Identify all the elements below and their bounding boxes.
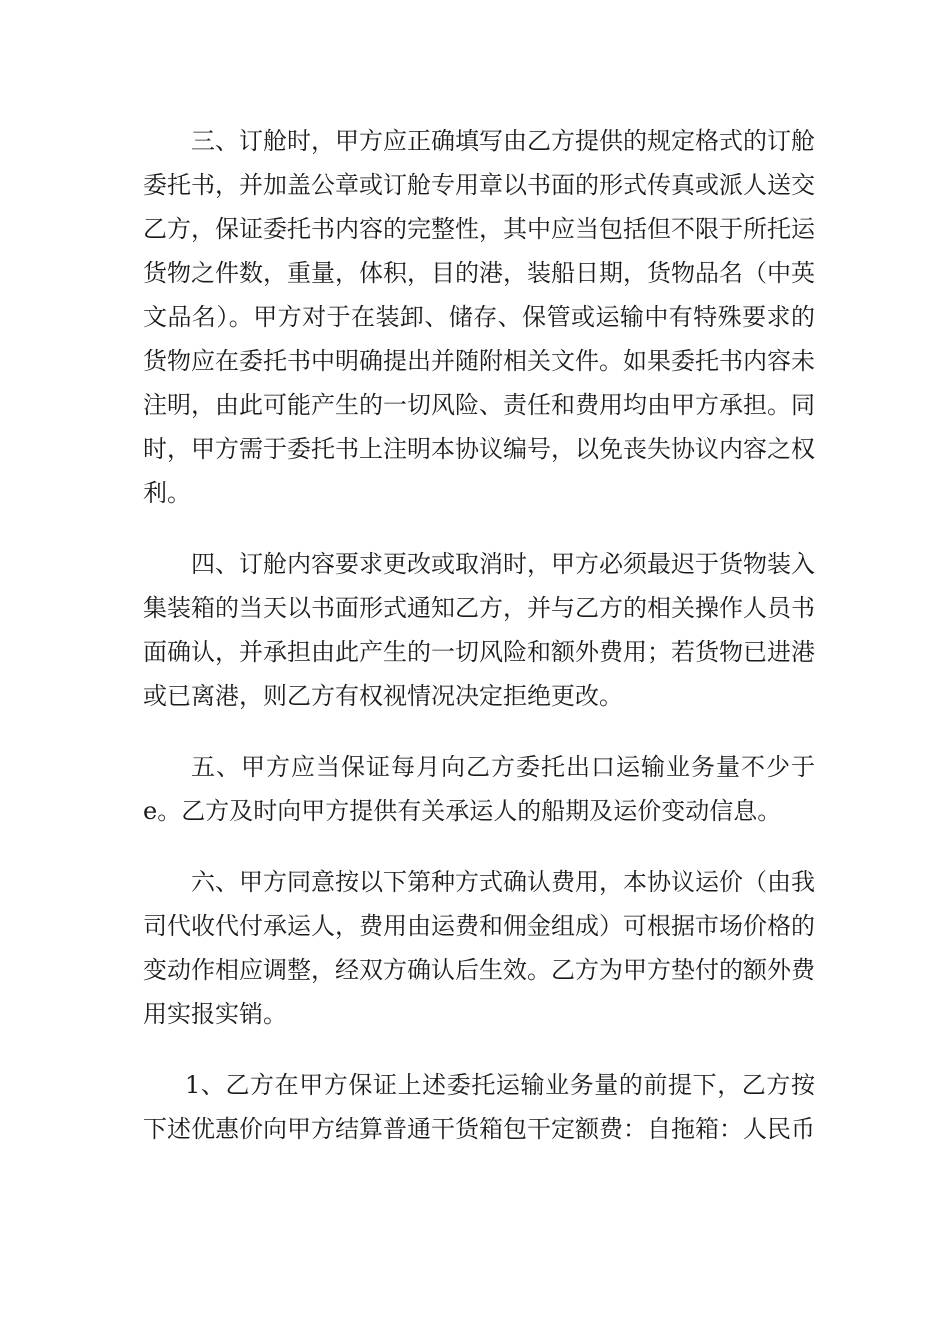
clause-5-paragraph: 五、甲方应当保证每月向乙方委托出口运输业务量不少于e。乙方及时向甲方提供有关承运人的船期及运价变动信息。 [143,753,815,825]
clause-4-paragraph: 四、订舱内容要求更改或取消时，甲方必须最迟于货物装入集装箱的当天以书面形式通知乙方，并与乙方的相关操作人员书面确认，并承担由此产生的一切风险和额外费用；若货物已进港或已离港，则乙方有权视情况决定拒绝更改。 [143,550,815,710]
document-body [143,119,815,1178]
clause-6-paragraph: 六、甲方同意按以下第种方式确认费用，本协议运价（由我司代收代付承运人，费用由运费和佣金组成）可根据市场价格的变动作相应调整，经双方确认后生效。乙方为甲方垫付的额外费用实报实销。 [143,868,815,1028]
clause-6-item-1-paragraph: 1、乙方在甲方保证上述委托运输业务量的前提下，乙方按下述优惠价向甲方结算普通干货箱包干定额费：自拖箱：人民币 [143,1071,815,1143]
clause-3-paragraph: 三、订舱时，甲方应正确填写由乙方提供的规定格式的订舱委托书，并加盖公章或订舱专用章以书面的形式传真或派人送交乙方，保证委托书内容的完整性，其中应当包括但不限于所托运货物之件数，重量，体积，目的港，装船日期，货物品名（中英文品名）。甲方对于在装卸、储存、保管或运输中有特殊要求的货物应在委托书中明确提出并随附相关文件。如果委托书内容未注明，由此可能产生的一切风险、责任和费用均由甲方承担。同时，甲方需于委托书上注明本协议编号，以免丧失协议内容之权利。 [143,127,815,507]
